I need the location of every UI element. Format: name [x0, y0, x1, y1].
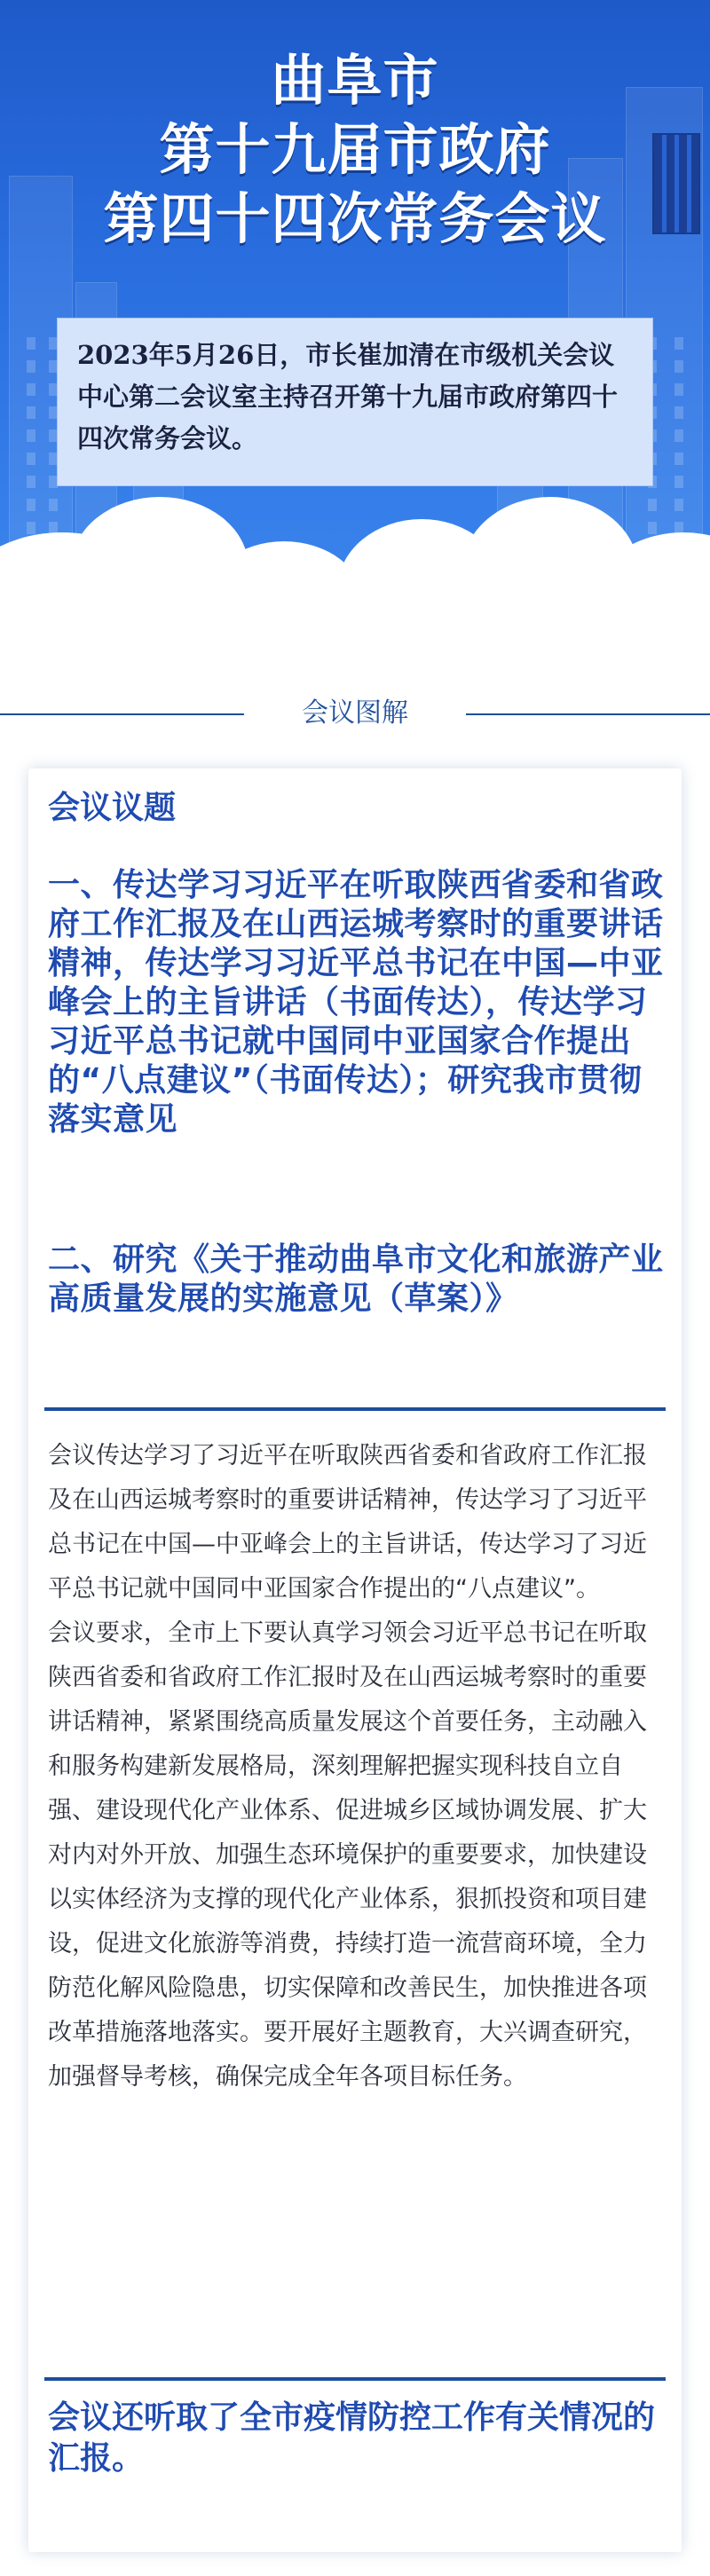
divider-rule: [44, 2377, 666, 2381]
summary-paragraph: 会议要求，全市上下要认真学习领会习近平总书记在听取陕西省委和省政府工作汇报时及在山西运城考察时的重要讲话精神，紧紧围绕高质量发展这个首要任务，主动融入和服务构建新发展格局，深刻理解把握实现科技自立自强、建设现代化产业体系、促进城乡区域协调发展、扩大对内对外开放、加强生态环境保护的重要要求，加快建设以实体经济为支撑的现代化产业体系，狠抓投资和项目建设，促进文化旅游等消费，持续打造一流营商环境，全力防范化解风险隐患，切实保障和改善民生，加快推进各项改革措施落地落实。要开展好主题教育，大兴调查研究，加强督导考核，确保完成全年各项目标任务。: [48, 1619, 647, 2091]
closing-statement: 会议还听取了全市疫情防控工作有关情况的汇报。: [48, 2399, 656, 2477]
agenda-item: 一、传达学习习近平在听取陕西省委和省政府工作汇报及在山西运城考察时的重要讲话精神，传达学习习近平总书记在中国—中亚峰会上的主旨讲话（书面传达），传达学习习近平总书记就中国同中亚国家合作提出的“八点建议”（书面传达）；研究我市贯彻落实意见: [48, 867, 664, 1138]
divider-rule: [44, 1407, 666, 1411]
title-line: 曲阜市: [271, 48, 439, 113]
divider-line: [466, 713, 710, 715]
divider-line: [0, 713, 244, 715]
summary-text: [48, 1434, 669, 2099]
summary-paragraph: 会议传达学习了习近平在听取陕西省委和省政府工作汇报及在山西运城考察时的重要讲话精神，传达学习了习近平总书记在中国—中亚峰会上的主旨讲话，传达学习了习近平总书记就中国同中亚国家合作提出的“八点建议”。: [48, 1442, 647, 1603]
section-heading: [0, 689, 710, 734]
cloud-decoration: [0, 586, 710, 621]
title-line: 第十九届市政府: [159, 117, 551, 182]
intro-box: [57, 318, 653, 486]
agenda-item: 二、研究《关于推动曲阜市文化和旅游产业高质量发展的实施意见（草案）》: [48, 1241, 664, 1317]
agenda-title: 会议议题: [48, 790, 177, 826]
title-line: 第四十四次常务会议: [103, 186, 607, 251]
content-card: [28, 768, 682, 2552]
page-title: [0, 46, 710, 254]
intro-text: 2023年5月26日，市长崔加清在市级机关会议中心第二会议室主持召开第十九届市政府第四十四次常务会议。: [77, 340, 619, 453]
section-label: 会议图解: [302, 697, 408, 729]
header-banner: [0, 0, 710, 621]
